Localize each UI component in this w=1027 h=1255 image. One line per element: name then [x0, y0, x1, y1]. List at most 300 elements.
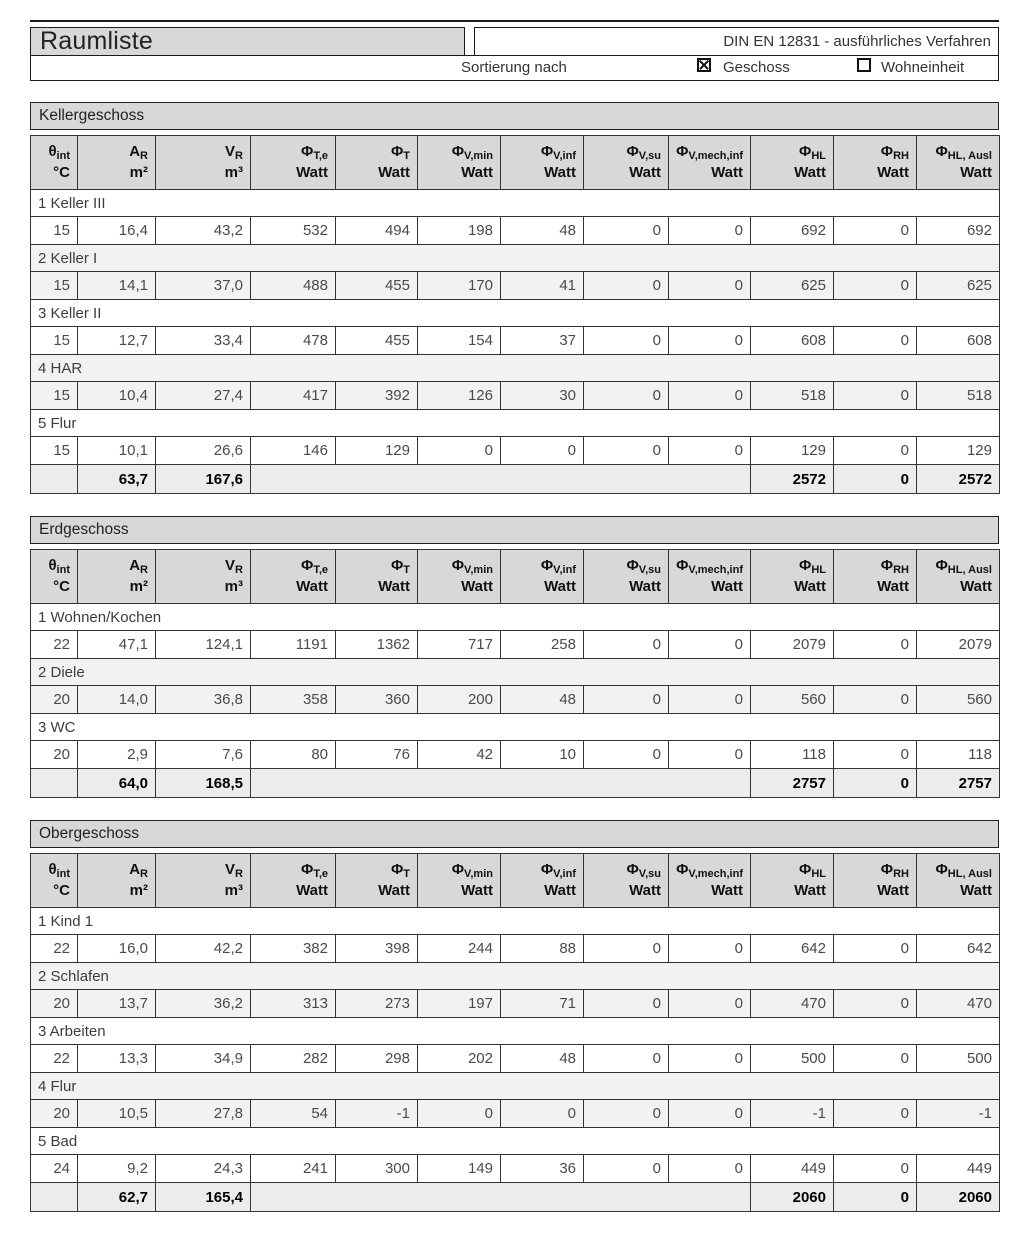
column-unit: Watt: [378, 163, 410, 181]
room-data-row: [31, 741, 1000, 769]
data-cell: 0: [669, 741, 751, 769]
data-cell: 15: [31, 382, 78, 410]
data-cell: 273: [336, 990, 418, 1018]
column-unit: m³: [224, 163, 243, 181]
symbol-main: Φ: [540, 860, 554, 878]
symbol-subscript: HL, Ausl: [947, 149, 992, 162]
data-cell: 2079: [751, 631, 834, 659]
symbol-subscript: T,e: [313, 149, 328, 162]
column-header: [78, 136, 156, 190]
data-cell: 560: [751, 686, 834, 714]
data-cell: 358: [251, 686, 336, 714]
sorting-option-geschoss: Geschoss: [723, 59, 790, 76]
data-cell: 0: [834, 437, 917, 465]
data-cell: 0: [584, 686, 669, 714]
floor-section: [30, 102, 999, 494]
symbol-subscript: HL: [811, 867, 826, 880]
room-name-row: [31, 659, 1000, 686]
data-cell: 24: [31, 1155, 78, 1183]
column-unit: Watt: [629, 577, 661, 595]
column-header-row: [31, 550, 1000, 604]
symbol-subscript: RH: [893, 149, 909, 162]
column-header: [584, 550, 669, 604]
symbol-main: Φ: [935, 860, 948, 878]
column-unit: m²: [129, 881, 148, 899]
data-cell: 500: [751, 1045, 834, 1073]
section-title: Kellergeschoss: [30, 102, 999, 130]
data-cell: 42: [418, 741, 501, 769]
room-name-row: [31, 714, 1000, 741]
totals-phi-rh: 0: [834, 1183, 917, 1212]
symbol-main: Φ: [301, 142, 314, 160]
data-cell: 34,9: [156, 1045, 251, 1073]
column-unit: °C: [53, 577, 70, 595]
data-cell: 16,4: [78, 217, 156, 245]
symbol-subscript: R: [140, 867, 148, 880]
totals-row: [31, 465, 1000, 494]
data-cell: 300: [336, 1155, 418, 1183]
symbol-main: θ: [48, 556, 57, 574]
symbol-subscript: T,e: [313, 867, 328, 880]
data-cell: 48: [501, 686, 584, 714]
symbol-main: Φ: [540, 142, 554, 160]
data-cell: 202: [418, 1045, 501, 1073]
data-cell: 518: [751, 382, 834, 410]
data-cell: 48: [501, 217, 584, 245]
data-cell: 146: [251, 437, 336, 465]
data-cell: 154: [418, 327, 501, 355]
column-header: [156, 550, 251, 604]
room-name-row: [31, 245, 1000, 272]
room-data-row: [31, 272, 1000, 300]
column-unit: m³: [224, 577, 243, 595]
symbol-main: θ: [48, 142, 57, 160]
data-cell: 382: [251, 935, 336, 963]
data-cell: 0: [834, 1045, 917, 1073]
data-cell: 417: [251, 382, 336, 410]
column-symbol: [751, 556, 826, 577]
data-cell: 0: [669, 437, 751, 465]
column-header: [78, 854, 156, 908]
room-name-row: [31, 1073, 1000, 1100]
column-unit: Watt: [711, 881, 743, 899]
column-unit: Watt: [629, 163, 661, 181]
room-name: 4 HAR: [31, 355, 1000, 382]
column-header: [669, 854, 751, 908]
totals-phi-hl: 2757: [751, 769, 834, 798]
totals-phi-hl-ausl: 2757: [917, 769, 1000, 798]
data-cell: 10: [501, 741, 584, 769]
column-header: [78, 550, 156, 604]
data-cell: 10,1: [78, 437, 156, 465]
column-header: [336, 550, 418, 604]
data-cell: 0: [669, 1100, 751, 1128]
data-cell: 24,3: [156, 1155, 251, 1183]
column-unit: Watt: [794, 881, 826, 899]
totals-empty-cell: [31, 465, 78, 494]
data-cell: 360: [336, 686, 418, 714]
totals-phi-hl: 2572: [751, 465, 834, 494]
totals-empty-cell: [31, 769, 78, 798]
totals-phi-hl: 2060: [751, 1183, 834, 1212]
data-cell: 0: [501, 1100, 584, 1128]
checkbox-slot-geschoss: [697, 56, 711, 80]
data-cell: 20: [31, 990, 78, 1018]
column-symbol: [501, 860, 576, 881]
column-unit: Watt: [629, 881, 661, 899]
totals-phi-hl-ausl: 2572: [917, 465, 1000, 494]
data-cell: 0: [834, 382, 917, 410]
room-data-row: [31, 1100, 1000, 1128]
column-header: [31, 136, 78, 190]
symbol-subscript: V,mech,inf: [688, 867, 743, 880]
column-symbol: [156, 142, 243, 163]
symbol-subscript: V,su: [638, 149, 661, 162]
column-header: [31, 550, 78, 604]
totals-area: 64,0: [78, 769, 156, 798]
column-unit: °C: [53, 881, 70, 899]
symbol-subscript: int: [56, 563, 70, 576]
symbol-main: Φ: [880, 142, 894, 160]
column-symbol: [31, 860, 70, 881]
symbol-main: A: [129, 860, 141, 878]
totals-volume: 167,6: [156, 465, 251, 494]
data-cell: -1: [336, 1100, 418, 1128]
data-cell: 560: [917, 686, 1000, 714]
data-cell: 0: [669, 217, 751, 245]
column-header: [156, 854, 251, 908]
data-cell: 0: [834, 217, 917, 245]
column-header: [336, 854, 418, 908]
symbol-subscript: T,e: [313, 563, 328, 576]
data-cell: -1: [917, 1100, 1000, 1128]
data-cell: 2079: [917, 631, 1000, 659]
data-cell: 392: [336, 382, 418, 410]
symbol-subscript: HL, Ausl: [947, 867, 992, 880]
method-label: DIN EN 12831 - ausführliches Verfahren: [474, 27, 999, 56]
data-cell: 20: [31, 686, 78, 714]
data-cell: 0: [834, 272, 917, 300]
data-cell: 642: [751, 935, 834, 963]
data-cell: 9,2: [78, 1155, 156, 1183]
top-rule: [30, 20, 999, 22]
column-unit: Watt: [461, 577, 493, 595]
data-cell: 455: [336, 272, 418, 300]
room-name: 1 Wohnen/Kochen: [31, 604, 1000, 631]
data-cell: 642: [917, 935, 1000, 963]
symbol-subscript: R: [235, 563, 243, 576]
column-unit: Watt: [544, 577, 576, 595]
column-symbol: [31, 556, 70, 577]
column-unit: Watt: [296, 881, 328, 899]
symbol-main: V: [225, 142, 236, 160]
data-cell: 0: [501, 437, 584, 465]
totals-empty-cell: [31, 1183, 78, 1212]
room-data-row: [31, 1155, 1000, 1183]
column-unit: m²: [129, 163, 148, 181]
column-unit: °C: [53, 163, 70, 181]
symbol-main: A: [129, 556, 141, 574]
column-unit: Watt: [877, 163, 909, 181]
data-cell: 470: [751, 990, 834, 1018]
data-cell: 692: [917, 217, 1000, 245]
room-data-row: [31, 382, 1000, 410]
data-cell: 80: [251, 741, 336, 769]
totals-area: 63,7: [78, 465, 156, 494]
data-cell: 258: [501, 631, 584, 659]
symbol-main: Φ: [451, 860, 465, 878]
symbol-subscript: T: [403, 149, 410, 162]
data-cell: 0: [584, 1045, 669, 1073]
section-title: Erdgeschoss: [30, 516, 999, 544]
data-cell: 0: [669, 631, 751, 659]
data-cell: 1191: [251, 631, 336, 659]
data-cell: 76: [336, 741, 418, 769]
data-cell: 0: [834, 935, 917, 963]
column-unit: Watt: [960, 881, 992, 899]
symbol-subscript: V,inf: [553, 867, 576, 880]
symbol-main: Φ: [626, 860, 639, 878]
column-symbol: [78, 142, 148, 163]
room-name: 5 Flur: [31, 410, 1000, 437]
data-cell: 0: [669, 327, 751, 355]
column-header: [669, 136, 751, 190]
room-data-row: [31, 686, 1000, 714]
data-cell: 717: [418, 631, 501, 659]
column-symbol: [834, 860, 909, 881]
room-name-row: [31, 410, 1000, 437]
symbol-subscript: V,min: [464, 563, 493, 576]
checkbox-wohneinheit-icon: [857, 58, 871, 72]
column-symbol: [418, 556, 493, 577]
column-header: [336, 136, 418, 190]
totals-phi-rh: 0: [834, 769, 917, 798]
column-symbol: [78, 860, 148, 881]
data-cell: 0: [669, 1155, 751, 1183]
column-symbol: [251, 142, 328, 163]
data-cell: 47,1: [78, 631, 156, 659]
column-symbol: [584, 860, 661, 881]
column-symbol: [917, 142, 992, 163]
symbol-main: Φ: [626, 142, 639, 160]
data-cell: 0: [834, 1155, 917, 1183]
column-symbol: [669, 860, 743, 881]
totals-phi-rh: 0: [834, 465, 917, 494]
room-name: 4 Flur: [31, 1073, 1000, 1100]
symbol-subscript: RH: [893, 563, 909, 576]
totals-phi-hl-ausl: 2060: [917, 1183, 1000, 1212]
data-cell: 0: [584, 990, 669, 1018]
data-cell: 1362: [336, 631, 418, 659]
data-cell: 0: [669, 272, 751, 300]
data-cell: 20: [31, 1100, 78, 1128]
data-cell: 0: [584, 741, 669, 769]
room-data-row: [31, 437, 1000, 465]
sections: [30, 102, 999, 1212]
data-cell: 36,2: [156, 990, 251, 1018]
room-name-row: [31, 1128, 1000, 1155]
data-cell: 129: [751, 437, 834, 465]
room-name: 5 Bad: [31, 1128, 1000, 1155]
data-cell: 244: [418, 935, 501, 963]
data-cell: 313: [251, 990, 336, 1018]
symbol-main: Φ: [301, 556, 314, 574]
data-cell: 449: [751, 1155, 834, 1183]
section-title: Obergeschoss: [30, 820, 999, 848]
symbol-main: Φ: [301, 860, 314, 878]
data-cell: 0: [669, 990, 751, 1018]
column-symbol: [669, 556, 743, 577]
data-cell: 0: [834, 990, 917, 1018]
column-header: [751, 550, 834, 604]
column-unit: m²: [129, 577, 148, 595]
floor-section: [30, 516, 999, 798]
column-header: [917, 550, 1000, 604]
symbol-main: Φ: [676, 860, 689, 878]
data-cell: 37,0: [156, 272, 251, 300]
data-cell: 470: [917, 990, 1000, 1018]
column-header: [501, 550, 584, 604]
symbol-main: V: [225, 556, 236, 574]
column-symbol: [584, 556, 661, 577]
room-data-row: [31, 1045, 1000, 1073]
column-unit: Watt: [378, 881, 410, 899]
data-cell: 118: [917, 741, 1000, 769]
data-cell: 0: [584, 327, 669, 355]
totals-spacer: [251, 465, 751, 494]
column-unit: Watt: [544, 881, 576, 899]
data-cell: 398: [336, 935, 418, 963]
room-table: [30, 135, 1000, 494]
column-header: [834, 136, 917, 190]
data-cell: 22: [31, 935, 78, 963]
data-cell: 15: [31, 437, 78, 465]
column-header: [751, 136, 834, 190]
symbol-subscript: V,su: [638, 867, 661, 880]
symbol-main: Φ: [626, 556, 639, 574]
data-cell: 625: [751, 272, 834, 300]
column-header: [251, 854, 336, 908]
symbol-subscript: R: [140, 563, 148, 576]
column-symbol: [251, 860, 328, 881]
symbol-subscript: int: [56, 149, 70, 162]
data-cell: 198: [418, 217, 501, 245]
data-cell: 43,2: [156, 217, 251, 245]
column-unit: Watt: [461, 881, 493, 899]
symbol-subscript: HL, Ausl: [947, 563, 992, 576]
column-header: [501, 136, 584, 190]
room-table: [30, 549, 1000, 798]
symbol-subscript: HL: [811, 563, 826, 576]
totals-volume: 165,4: [156, 1183, 251, 1212]
room-data-row: [31, 631, 1000, 659]
column-unit: Watt: [794, 577, 826, 595]
column-header: [418, 136, 501, 190]
symbol-main: Φ: [799, 556, 812, 574]
room-data-row: [31, 935, 1000, 963]
column-header: [669, 550, 751, 604]
data-cell: 0: [669, 935, 751, 963]
column-symbol: [917, 556, 992, 577]
totals-spacer: [251, 1183, 751, 1212]
data-cell: 54: [251, 1100, 336, 1128]
data-cell: 0: [834, 327, 917, 355]
column-header: [418, 550, 501, 604]
data-cell: 532: [251, 217, 336, 245]
totals-row: [31, 1183, 1000, 1212]
data-cell: 455: [336, 327, 418, 355]
column-unit: Watt: [461, 163, 493, 181]
data-cell: 10,5: [78, 1100, 156, 1128]
data-cell: 449: [917, 1155, 1000, 1183]
data-cell: 22: [31, 631, 78, 659]
data-cell: 20: [31, 741, 78, 769]
data-cell: 22: [31, 1045, 78, 1073]
data-cell: 15: [31, 327, 78, 355]
column-unit: Watt: [794, 163, 826, 181]
data-cell: 10,4: [78, 382, 156, 410]
data-cell: 0: [584, 1155, 669, 1183]
symbol-subscript: V,min: [464, 149, 493, 162]
data-cell: 26,6: [156, 437, 251, 465]
column-header: [834, 854, 917, 908]
data-cell: 27,8: [156, 1100, 251, 1128]
room-name-row: [31, 190, 1000, 217]
column-symbol: [669, 142, 743, 163]
column-symbol: [751, 860, 826, 881]
room-table: [30, 853, 1000, 1212]
data-cell: 2,9: [78, 741, 156, 769]
room-name: 3 WC: [31, 714, 1000, 741]
data-cell: 488: [251, 272, 336, 300]
column-unit: Watt: [378, 577, 410, 595]
data-cell: 0: [834, 741, 917, 769]
column-header: [751, 854, 834, 908]
data-cell: 12,7: [78, 327, 156, 355]
totals-row: [31, 769, 1000, 798]
symbol-main: Φ: [390, 142, 404, 160]
data-cell: 494: [336, 217, 418, 245]
data-cell: 478: [251, 327, 336, 355]
column-header: [501, 854, 584, 908]
room-name-row: [31, 300, 1000, 327]
data-cell: 200: [418, 686, 501, 714]
data-cell: 0: [834, 631, 917, 659]
page-header: [30, 27, 999, 56]
data-cell: 149: [418, 1155, 501, 1183]
data-cell: 0: [669, 382, 751, 410]
room-data-row: [31, 990, 1000, 1018]
symbol-main: Φ: [676, 556, 689, 574]
column-header: [418, 854, 501, 908]
totals-area: 62,7: [78, 1183, 156, 1212]
column-unit: Watt: [877, 577, 909, 595]
data-cell: 298: [336, 1045, 418, 1073]
column-unit: Watt: [296, 577, 328, 595]
data-cell: 88: [501, 935, 584, 963]
column-symbol: [336, 860, 410, 881]
column-header-row: [31, 136, 1000, 190]
data-cell: -1: [751, 1100, 834, 1128]
room-name: 2 Schlafen: [31, 963, 1000, 990]
room-data-row: [31, 327, 1000, 355]
room-name-row: [31, 604, 1000, 631]
column-header: [917, 854, 1000, 908]
data-cell: 14,0: [78, 686, 156, 714]
symbol-main: Φ: [390, 556, 404, 574]
symbol-subscript: T: [403, 563, 410, 576]
column-header: [31, 854, 78, 908]
